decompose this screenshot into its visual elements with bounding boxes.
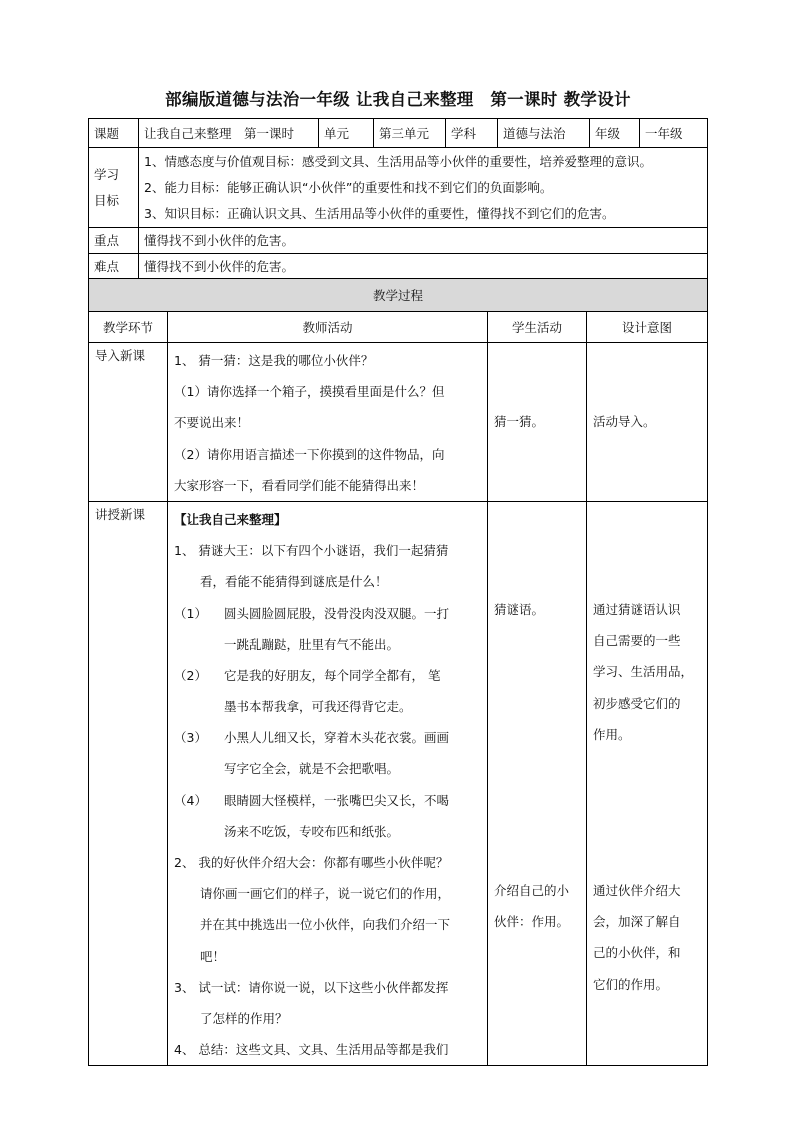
student-activity-riddles: 猜谜语。: [494, 601, 545, 617]
lesson-design-intent: [587, 501, 708, 1065]
goal-item: 3、知识目标：正确认识文具、生活用品等小伙伴的重要性，懂得找不到它们的危害。: [144, 205, 615, 221]
riddle-text: 它是我的好朋友，每个同学全都有， 笔: [224, 667, 441, 683]
grade-value: 一年级: [640, 119, 708, 148]
page-title: 部编版道德与法治一年级 让我自己来整理 第一课时 教学设计: [165, 90, 631, 109]
riddle-text: 墨书本帮我拿，可我还得背它走。: [224, 699, 412, 715]
key-point-value: 懂得找不到小伙伴的危害。: [139, 228, 708, 254]
riddle-text: 圆头圆脸圆屁股，没骨没肉没双腿。一打: [224, 605, 450, 621]
goals-label-line1: 学习: [94, 166, 120, 182]
riddle-text: 写字它全会，就是不会把歌唱。: [224, 761, 400, 777]
goals-label-line2: 目标: [94, 192, 120, 208]
student-activity-line: 伙伴：作用。: [494, 913, 570, 929]
intent-line: 初步感受它们的: [593, 695, 681, 711]
difficulty-value: 懂得找不到小伙伴的危害。: [139, 254, 708, 280]
teacher-line: 并在其中挑选出一位小伙伴，向我们介绍一下: [200, 917, 451, 933]
teacher-line: 1、 猜谜大王：以下有四个小谜语，我们一起猜猜: [174, 543, 449, 559]
teacher-line: 1、 猜一猜：这是我的哪位小伙伴？: [174, 353, 374, 368]
riddle-number: （4）: [174, 792, 207, 808]
teacher-line: （1）请你选择一个箱子，摸摸看里面是什么？但: [174, 384, 445, 400]
intent-line: 学习、生活用品，: [593, 664, 694, 680]
teacher-line: 看，看能不能猜得到谜底是什么！: [200, 574, 388, 590]
goal-item: 1、情感态度与价值观目标：感受到文具、生活用品等小伙伴的重要性，培养爱整理的意识。: [144, 153, 652, 169]
teacher-line: 2、 我的好伙伴介绍大会：你都有哪些小伙伴呢？: [174, 855, 449, 870]
intro-design-intent: 活动导入。: [587, 343, 708, 502]
intro-teacher-activity: [168, 343, 488, 502]
teacher-line: 3、 试一试：请你说一说，以下这些小伙伴都发挥: [174, 979, 449, 995]
goals-content: [139, 148, 708, 228]
header-intent: 设计意图: [587, 312, 708, 343]
student-activity-line: 介绍自己的小: [494, 882, 570, 898]
riddle-item: [174, 598, 481, 629]
header-stage: 教学环节: [89, 312, 168, 343]
teacher-line: 大家形容一下，看看同学们能不能猜得出来！: [174, 477, 425, 493]
riddle-item: [174, 722, 481, 753]
design-intent-riddles: [593, 594, 693, 750]
teacher-line: （2）请你用语言描述一下你摸到的这件物品，向: [174, 446, 445, 462]
riddle-number: （2）: [174, 667, 207, 683]
riddle-number: （3）: [174, 730, 207, 746]
subject-label: 学科: [446, 119, 498, 148]
key-point-label: 重点: [89, 228, 139, 254]
intro-student-activity: 猜一猜。: [488, 343, 587, 502]
intent-line: 它们的作用。: [593, 976, 669, 992]
riddle-number: （1）: [174, 605, 207, 621]
process-section-title: 教学过程: [89, 279, 708, 312]
design-intent-intro: [593, 875, 681, 1000]
teacher-line: 4、 总结：这些文具、文具、生活用品等都是我们: [174, 1042, 449, 1058]
intent-line: 通过伙伴介绍大: [593, 882, 681, 898]
goals-label: [89, 148, 139, 228]
intent-line: 己的小伙伴，和: [593, 945, 681, 961]
lesson-student-activity: [488, 501, 587, 1065]
header-teacher: 教师活动: [168, 312, 488, 343]
teacher-line: 不要说出来！: [174, 415, 250, 431]
unit-label: 单元: [319, 119, 374, 148]
topic-label: 课题: [89, 119, 139, 148]
topic-value: 让我自己来整理 第一课时: [139, 119, 319, 148]
teacher-line: 请你画一画它们的样子，说一说它们的作用，: [200, 886, 451, 902]
student-activity-intro: [494, 875, 569, 937]
lesson-section-head: 【让我自己来整理】: [174, 511, 287, 527]
teacher-line: 吧！: [200, 948, 226, 964]
teaching-process-table: [88, 278, 708, 1066]
riddle-item: [174, 660, 481, 691]
header-student: 学生活动: [488, 312, 587, 343]
unit-value: 第三单元: [374, 119, 446, 148]
riddle-text: 一跳乱蹦跶，肚里有气不能出。: [224, 636, 400, 652]
riddle-text: 眼睛圆大怪模样，一张嘴巴尖又长，不喝: [224, 792, 450, 808]
stage-lesson: 讲授新课: [89, 501, 168, 1065]
teacher-line: 了怎样的作用？: [200, 1010, 288, 1026]
intent-line: 通过猜谜语认识: [593, 601, 681, 617]
difficulty-label: 难点: [89, 254, 139, 280]
riddle-text: 小黑人儿细又长，穿着木头花衣裳。画画: [224, 730, 450, 746]
intent-line: 作用。: [593, 726, 631, 742]
riddle-text: 汤来不吃饭，专咬布匹和纸张。: [224, 823, 400, 839]
riddle-item: [174, 785, 481, 816]
intent-line: 自己需要的一些: [593, 633, 681, 649]
lesson-teacher-activity: [168, 501, 488, 1065]
lesson-info-table: [88, 118, 708, 280]
goal-item: 2、能力目标：能够正确认识“小伙伴”的重要性和找不到它们的负面影响。: [144, 179, 553, 195]
subject-value: 道德与法治: [498, 119, 590, 148]
intent-line: 会，加深了解自: [593, 914, 681, 930]
stage-intro: 导入新课: [89, 343, 168, 502]
grade-label: 年级: [590, 119, 640, 148]
